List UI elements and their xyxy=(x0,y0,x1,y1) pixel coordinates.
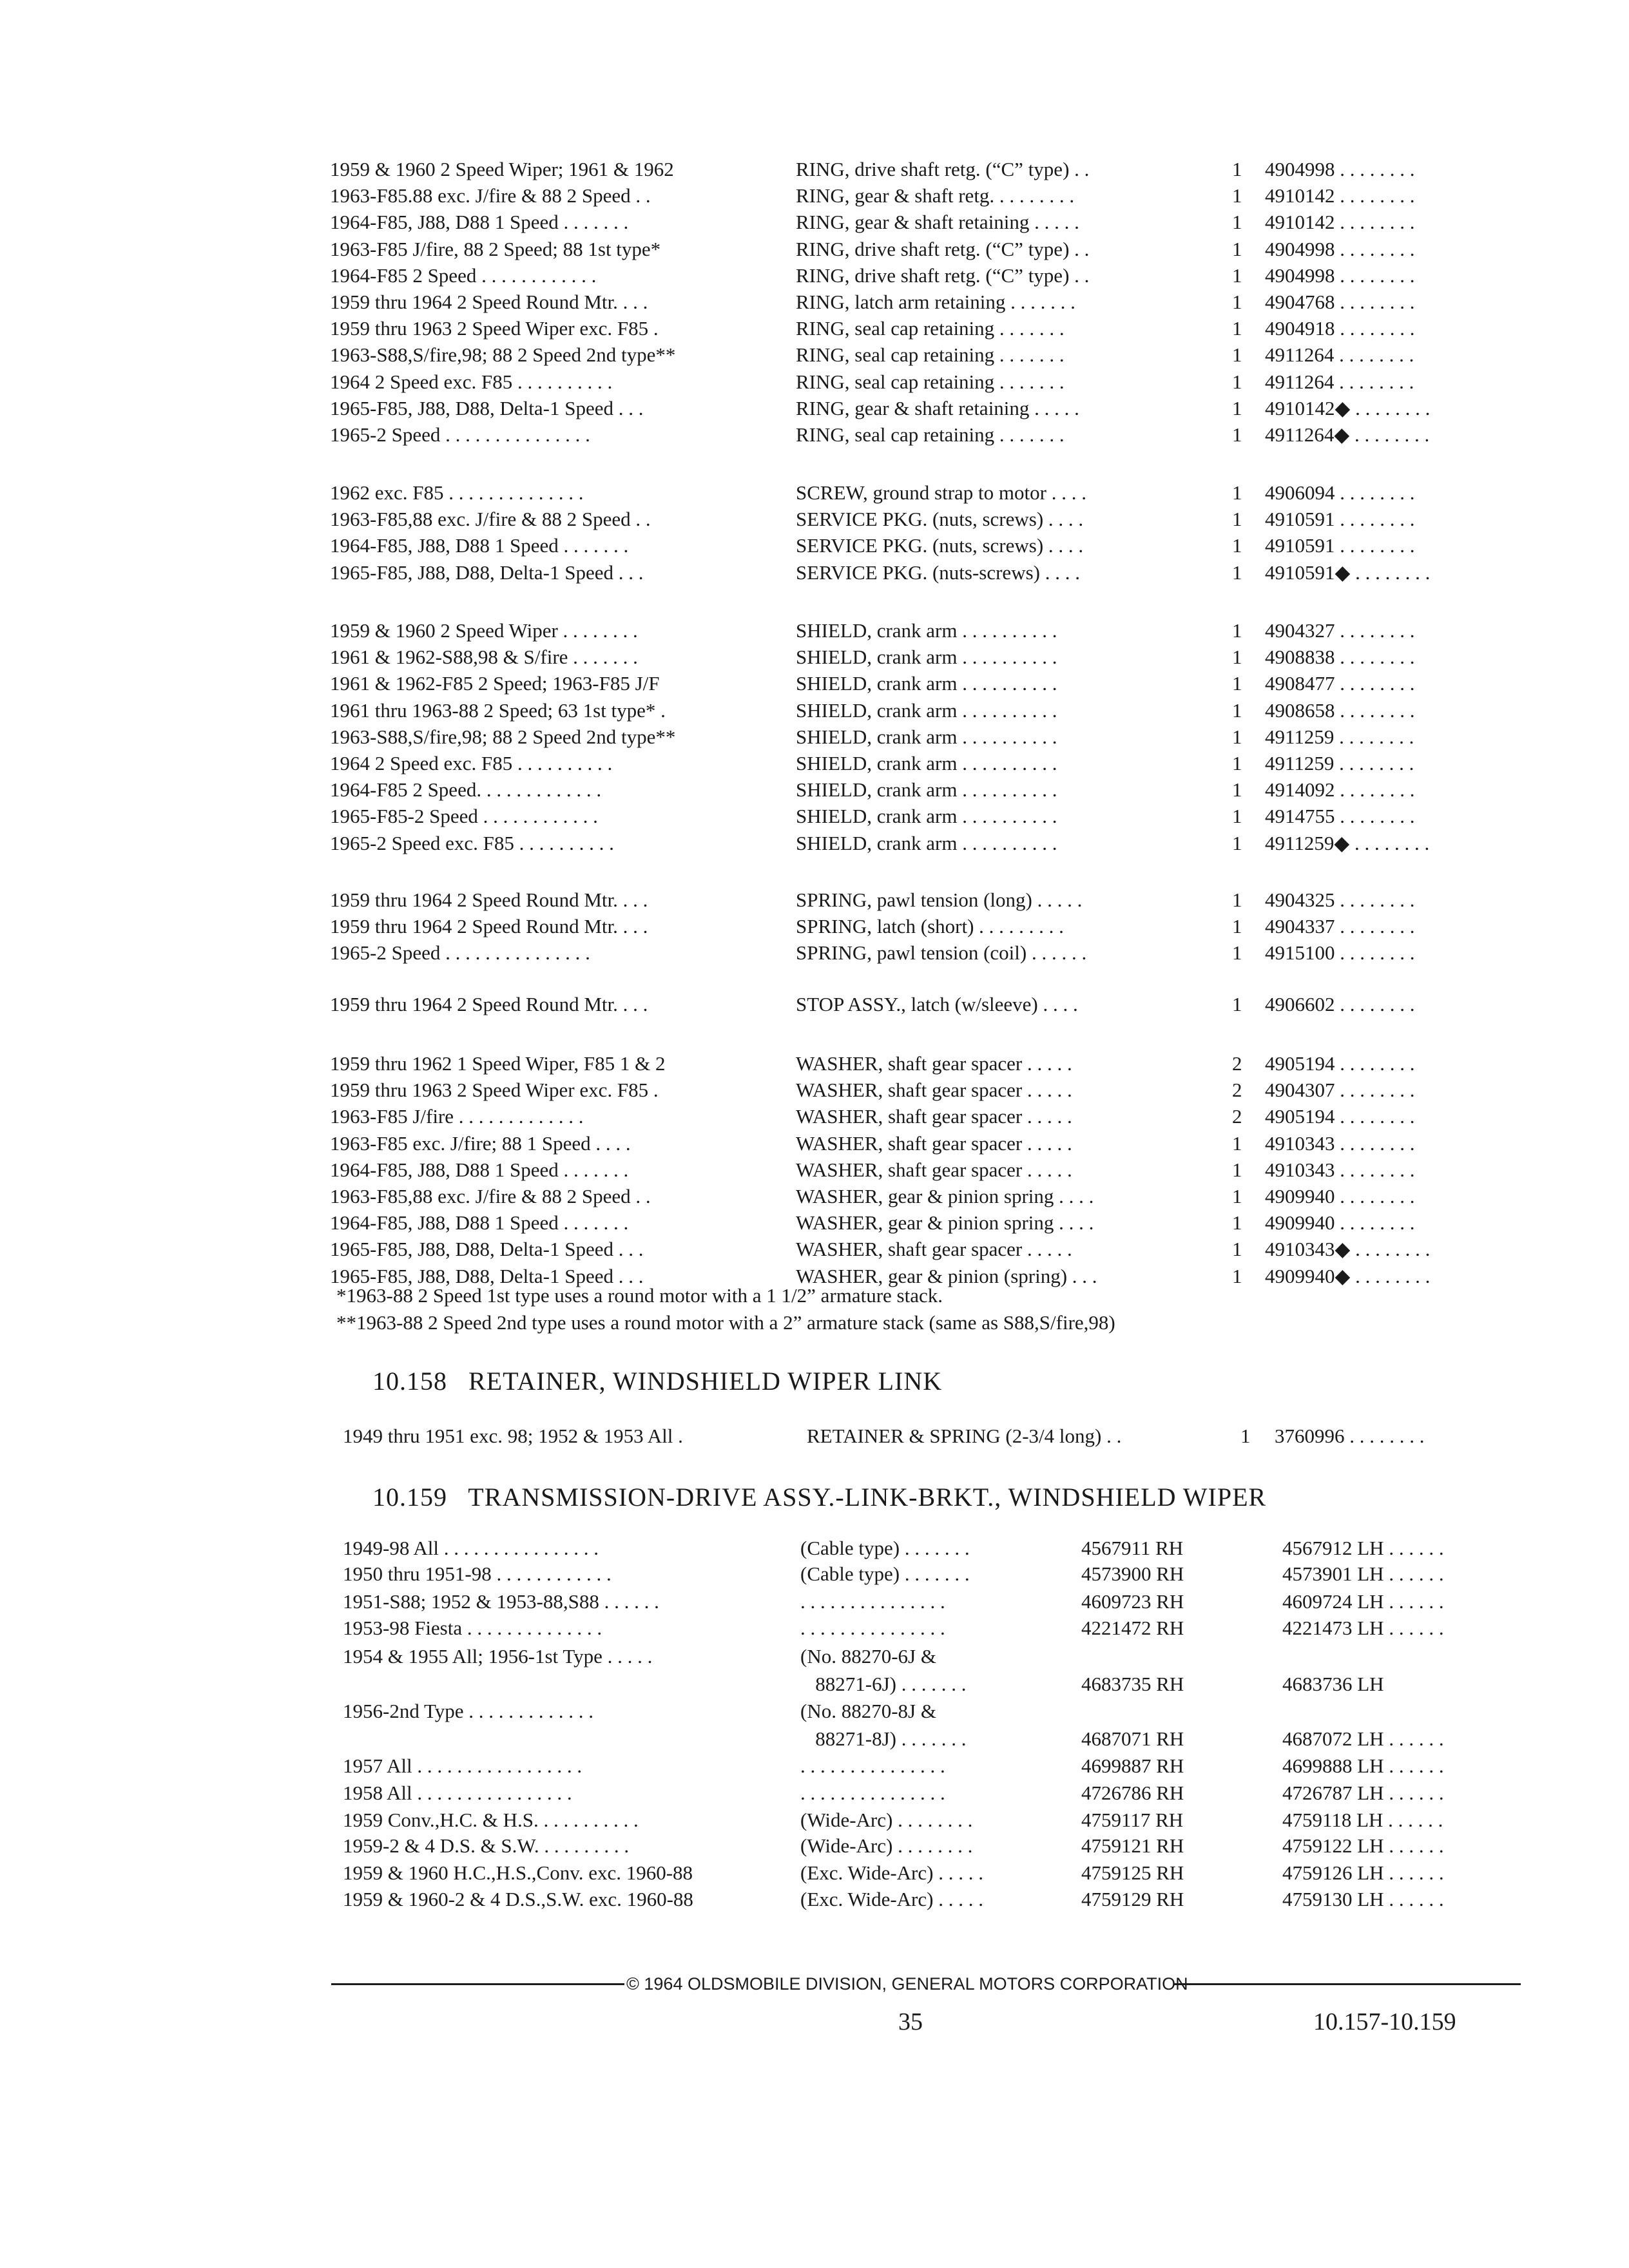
row-quantity: 1 xyxy=(1232,1185,1242,1207)
row-description: SHIELD, crank arm . . . . . . . . . . xyxy=(796,672,1057,695)
row-application: 1965-F85-2 Speed . . . . . . . . . . . . xyxy=(330,805,598,828)
row-quantity: 1 xyxy=(1232,264,1242,287)
row-description: RING, gear & shaft retg. . . . . . . . . xyxy=(796,184,1075,207)
row-rh-part: 4683735 RH xyxy=(1081,1673,1184,1695)
row-quantity: 1 xyxy=(1232,1131,1242,1155)
row-quantity: 1 xyxy=(1232,317,1242,340)
row-application: 1961 & 1962-S88,98 & S/fire . . . . . . . xyxy=(330,646,638,669)
row-application: 1961 & 1962-F85 2 Speed; 1963-F85 J/F xyxy=(330,672,660,695)
row-part-number: 4904325 . . . . . . . . xyxy=(1265,889,1415,911)
row-description: WASHER, shaft gear spacer . . . . . xyxy=(796,1052,1072,1075)
row-rh-part: 4699887 RH xyxy=(1081,1754,1184,1777)
row-part-number: 4904918 . . . . . . . . xyxy=(1265,317,1415,340)
row-quantity: 1 xyxy=(1232,423,1242,446)
row-part-number: 4906094 . . . . . . . . xyxy=(1265,481,1415,504)
row-application: 1964-F85, J88, D88 1 Speed . . . . . . . xyxy=(330,534,629,557)
row-application: 1964-F85, J88, D88 1 Speed . . . . . . . xyxy=(330,211,629,234)
row-quantity: 2 xyxy=(1232,1079,1242,1102)
row-description: SCREW, ground strap to motor . . . . xyxy=(796,481,1086,504)
row-quantity: 1 xyxy=(1232,993,1242,1015)
row-description: SHIELD, crank arm . . . . . . . . . . xyxy=(796,698,1057,722)
row-description: SERVICE PKG. (nuts, screws) . . . . xyxy=(796,534,1084,557)
row-application: 1963-F85 exc. J/fire; 88 1 Speed . . . . xyxy=(330,1131,631,1155)
row-quantity: 1 xyxy=(1232,698,1242,722)
row-application: 1954 & 1955 All; 1956-1st Type . . . . . xyxy=(343,1645,653,1667)
row-description: WASHER, gear & pinion spring . . . . xyxy=(796,1185,1094,1207)
row-quantity: 1 xyxy=(1232,237,1242,260)
row-part-number: 4904768 . . . . . . . . xyxy=(1265,291,1415,313)
row-part-number: 4911259 . . . . . . . . xyxy=(1265,725,1414,748)
row-description: WASHER, gear & pinion (spring) . . . xyxy=(796,1264,1097,1287)
row-application: 1959 thru 1964 2 Speed Round Mtr. . . . xyxy=(330,291,648,313)
footer-rule-left xyxy=(331,1983,624,1985)
row-quantity: 1 xyxy=(1232,184,1242,207)
row-description: STOP ASSY., latch (w/sleeve) . . . . xyxy=(796,993,1078,1015)
row-application: 1963-F85.88 exc. J/fire & 88 2 Speed . . xyxy=(330,184,651,207)
row-quantity: 1 xyxy=(1232,672,1242,695)
row-quantity: 1 xyxy=(1232,508,1242,531)
row-quantity: 1 xyxy=(1232,396,1242,419)
row-quantity: 2 xyxy=(1232,1105,1242,1128)
row-description: SHIELD, crank arm . . . . . . . . . . xyxy=(796,831,1057,854)
row-part-number: 4909940◆ . . . . . . . . xyxy=(1265,1264,1431,1287)
row-application: 1959 thru 1962 1 Speed Wiper, F85 1 & 2 xyxy=(330,1052,666,1075)
row-description: SHIELD, crank arm . . . . . . . . . . xyxy=(796,752,1057,774)
row-description: SPRING, pawl tension (coil) . . . . . . xyxy=(796,941,1087,965)
row-application: 1956-2nd Type . . . . . . . . . . . . . xyxy=(343,1700,594,1722)
row-application: 1958 All . . . . . . . . . . . . . . . . xyxy=(343,1782,572,1804)
row-description: (No. 88270-6J & xyxy=(800,1645,936,1667)
row-application: 1963-F85 J/fire . . . . . . . . . . . . . xyxy=(330,1105,584,1128)
section-range: 10.157-10.159 xyxy=(1313,2008,1456,2035)
row-application: 1963-F85,88 exc. J/fire & 88 2 Speed . . xyxy=(330,508,651,531)
row-quantity: 2 xyxy=(1232,1052,1242,1075)
row-application: 1959 & 1960 2 Speed Wiper; 1961 & 1962 xyxy=(330,158,674,180)
row-description: SPRING, latch (short) . . . . . . . . . xyxy=(796,915,1064,938)
row-application: 1953-98 Fiesta . . . . . . . . . . . . . . xyxy=(343,1617,602,1639)
row-part-number: 4910343◆ . . . . . . . . xyxy=(1265,1238,1431,1261)
row-description: WASHER, gear & pinion spring . . . . xyxy=(796,1211,1094,1235)
row-application: 1959-2 & 4 D.S. & S.W. . . . . . . . . . xyxy=(343,1834,630,1857)
row-application: 1961 thru 1963-88 2 Speed; 63 1st type* . xyxy=(330,698,666,722)
row-quantity: 1 xyxy=(1232,725,1242,748)
row-description: WASHER, shaft gear spacer . . . . . xyxy=(796,1131,1072,1155)
row-description: SERVICE PKG. (nuts, screws) . . . . xyxy=(796,508,1084,531)
row-description: SHIELD, crank arm . . . . . . . . . . xyxy=(796,778,1057,802)
row-lh-part: 4759122 LH . . . . . . xyxy=(1282,1834,1444,1857)
footnote-2: **1963-88 2 Speed 2nd type uses a round motor with a 2” armature stack (same as S88,S/fire,98) xyxy=(336,1311,1115,1334)
row-lh-part: 4683736 LH xyxy=(1282,1673,1384,1695)
row-part-number: 4909940 . . . . . . . . xyxy=(1265,1185,1415,1207)
section-heading: 10.159 TRANSMISSION-DRIVE ASSY.-LINK-BRKT., WINDSHIELD WIPER xyxy=(372,1483,1267,1512)
row-application: 1963-F85,88 exc. J/fire & 88 2 Speed . . xyxy=(330,1185,651,1207)
row-rh-part: 4759121 RH xyxy=(1081,1834,1184,1857)
row-part-number: 4910142◆ . . . . . . . . xyxy=(1265,396,1431,419)
row-part-number: 4910591 . . . . . . . . xyxy=(1265,534,1415,557)
row-application: 1951-S88; 1952 & 1953-88,S88 . . . . . . xyxy=(343,1590,659,1613)
footer-rule-right xyxy=(1174,1983,1521,1985)
row-description: RING, seal cap retaining . . . . . . . xyxy=(796,343,1065,367)
row-part-number: 4910343 . . . . . . . . xyxy=(1265,1131,1415,1155)
row-quantity: 1 xyxy=(1232,1238,1242,1261)
row-quantity: 1 xyxy=(1240,1425,1251,1447)
row-description: . . . . . . . . . . . . . . . xyxy=(800,1590,945,1613)
row-part-number: 4910142 . . . . . . . . xyxy=(1265,211,1415,234)
row-quantity: 1 xyxy=(1232,778,1242,802)
row-description: RING, gear & shaft retaining . . . . . xyxy=(796,211,1079,234)
row-part-number: 4914092 . . . . . . . . xyxy=(1265,778,1415,802)
row-lh-part: 4759118 LH . . . . . . xyxy=(1282,1809,1443,1831)
row-quantity: 1 xyxy=(1232,1211,1242,1235)
footer-copyright: © 1964 OLDSMOBILE DIVISION, GENERAL MOTORS CORPORATION xyxy=(626,1974,1188,1994)
row-quantity: 1 xyxy=(1232,1264,1242,1287)
row-description: SHIELD, crank arm . . . . . . . . . . xyxy=(796,646,1057,669)
row-application: 1963-S88,S/fire,98; 88 2 Speed 2nd type** xyxy=(330,343,676,367)
row-part-number: 4910591◆ . . . . . . . . xyxy=(1265,561,1431,584)
row-part-number: 4909940 . . . . . . . . xyxy=(1265,1211,1415,1235)
row-application: 1949-98 All . . . . . . . . . . . . . . . . xyxy=(343,1537,599,1559)
row-application: 1959 & 1960 2 Speed Wiper . . . . . . . . xyxy=(330,619,638,642)
row-description: (No. 88270-8J & xyxy=(800,1700,936,1722)
row-description: (Wide-Arc) . . . . . . . . xyxy=(800,1809,973,1831)
row-quantity: 1 xyxy=(1232,915,1242,938)
row-description: (Exc. Wide-Arc) . . . . . xyxy=(800,1861,983,1884)
row-application: 1959 thru 1963 2 Speed Wiper exc. F85 . xyxy=(330,1079,659,1102)
row-application: 1965-2 Speed . . . . . . . . . . . . . . . xyxy=(330,423,590,446)
row-description: RETAINER & SPRING (2-3/4 long) . . xyxy=(807,1425,1122,1447)
row-lh-part: 4699888 LH . . . . . . xyxy=(1282,1754,1444,1777)
row-description: SPRING, pawl tension (long) . . . . . xyxy=(796,889,1083,911)
row-application: 1959 & 1960-2 & 4 D.S.,S.W. exc. 1960-88 xyxy=(343,1888,693,1910)
page-number: 35 xyxy=(898,2008,923,2035)
row-rh-part: 4609723 RH xyxy=(1081,1590,1184,1613)
row-part-number: 4906602 . . . . . . . . xyxy=(1265,993,1415,1015)
row-application: 1959 & 1960 H.C.,H.S.,Conv. exc. 1960-88 xyxy=(343,1861,693,1884)
row-application: 1965-F85, J88, D88, Delta-1 Speed . . . xyxy=(330,1238,644,1261)
footnote-1: *1963-88 2 Speed 1st type uses a round motor with a 1 1/2” armature stack. xyxy=(336,1284,943,1307)
row-application: 1964 2 Speed exc. F85 . . . . . . . . . . xyxy=(330,370,613,393)
row-description: (Cable type) . . . . . . . xyxy=(800,1537,970,1559)
row-application: 1959 thru 1964 2 Speed Round Mtr. . . . xyxy=(330,915,648,938)
row-quantity: 1 xyxy=(1232,646,1242,669)
row-description: (Cable type) . . . . . . . xyxy=(800,1562,970,1585)
row-description: (Exc. Wide-Arc) . . . . . xyxy=(800,1888,983,1910)
row-application: 1959 thru 1963 2 Speed Wiper exc. F85 . xyxy=(330,317,659,340)
row-part-number: 4908838 . . . . . . . . xyxy=(1265,646,1415,669)
row-quantity: 1 xyxy=(1232,889,1242,911)
row-lh-part: 4573901 LH . . . . . . xyxy=(1282,1562,1444,1585)
row-part-number: 4904337 . . . . . . . . xyxy=(1265,915,1415,938)
row-application: 1965-F85, J88, D88, Delta-1 Speed . . . xyxy=(330,561,644,584)
row-lh-part: 4759126 LH . . . . . . xyxy=(1282,1861,1444,1884)
row-quantity: 1 xyxy=(1232,752,1242,774)
row-application: 1959 thru 1964 2 Speed Round Mtr. . . . xyxy=(330,889,648,911)
row-description: RING, seal cap retaining . . . . . . . xyxy=(796,317,1065,340)
row-part-number: 4911259 . . . . . . . . xyxy=(1265,752,1414,774)
row-rh-part: 4573900 RH xyxy=(1081,1562,1184,1585)
row-description: . . . . . . . . . . . . . . . xyxy=(800,1754,945,1777)
row-description: RING, seal cap retaining . . . . . . . xyxy=(796,370,1065,393)
row-lh-part: 4759130 LH . . . . . . xyxy=(1282,1888,1444,1910)
row-application: 1959 Conv.,H.C. & H.S. . . . . . . . . . . xyxy=(343,1809,639,1831)
row-part-number: 4905194 . . . . . . . . xyxy=(1265,1052,1415,1075)
row-description: SHIELD, crank arm . . . . . . . . . . xyxy=(796,725,1057,748)
section-heading: 10.158 RETAINER, WINDSHIELD WIPER LINK xyxy=(372,1367,943,1396)
row-description: . . . . . . . . . . . . . . . xyxy=(800,1782,945,1804)
row-description: SERVICE PKG. (nuts-screws) . . . . xyxy=(796,561,1080,584)
row-quantity: 1 xyxy=(1232,481,1242,504)
row-part-number: 4914755 . . . . . . . . xyxy=(1265,805,1415,828)
row-description: RING, drive shaft retg. (“C” type) . . xyxy=(796,264,1090,287)
row-quantity: 1 xyxy=(1232,291,1242,313)
row-part-number: 4905194 . . . . . . . . xyxy=(1265,1105,1415,1128)
row-quantity: 1 xyxy=(1232,343,1242,367)
row-rh-part: 4687071 RH xyxy=(1081,1727,1184,1750)
row-description: WASHER, shaft gear spacer . . . . . xyxy=(796,1238,1072,1261)
row-application: 1957 All . . . . . . . . . . . . . . . . . xyxy=(343,1754,583,1777)
row-part-number: 4915100 . . . . . . . . xyxy=(1265,941,1415,965)
row-application: 1965-F85, J88, D88, Delta-1 Speed . . . xyxy=(330,396,644,419)
row-part-number: 3760996 . . . . . . . . xyxy=(1275,1425,1425,1447)
row-description: WASHER, shaft gear spacer . . . . . xyxy=(796,1158,1072,1181)
row-rh-part: 4221472 RH xyxy=(1081,1617,1184,1639)
row-lh-part: 4726787 LH . . . . . . xyxy=(1282,1782,1444,1804)
row-description: 88271-6J) . . . . . . . xyxy=(800,1673,967,1695)
row-part-number: 4908658 . . . . . . . . xyxy=(1265,698,1415,722)
row-lh-part: 4567912 LH . . . . . . xyxy=(1282,1537,1444,1559)
row-rh-part: 4726786 RH xyxy=(1081,1782,1184,1804)
row-part-number: 4904998 . . . . . . . . xyxy=(1265,158,1415,180)
row-application: 1963-F85 J/fire, 88 2 Speed; 88 1st type* xyxy=(330,237,661,260)
row-part-number: 4910142 . . . . . . . . xyxy=(1265,184,1415,207)
row-description: RING, gear & shaft retaining . . . . . xyxy=(796,396,1079,419)
row-description: RING, drive shaft retg. (“C” type) . . xyxy=(796,158,1090,180)
row-application: 1965-F85, J88, D88, Delta-1 Speed . . . xyxy=(330,1264,644,1287)
row-description: SHIELD, crank arm . . . . . . . . . . xyxy=(796,619,1057,642)
row-quantity: 1 xyxy=(1232,619,1242,642)
row-part-number: 4904998 . . . . . . . . xyxy=(1265,264,1415,287)
row-description: RING, latch arm retaining . . . . . . . xyxy=(796,291,1075,313)
row-part-number: 4911259◆ . . . . . . . . xyxy=(1265,831,1430,854)
row-lh-part: 4687072 LH . . . . . . xyxy=(1282,1727,1444,1750)
row-quantity: 1 xyxy=(1232,941,1242,965)
row-part-number: 4904998 . . . . . . . . xyxy=(1265,237,1415,260)
row-quantity: 1 xyxy=(1232,805,1242,828)
row-application: 1964 2 Speed exc. F85 . . . . . . . . . . xyxy=(330,752,613,774)
row-description: 88271-8J) . . . . . . . xyxy=(800,1727,967,1750)
row-description: WASHER, shaft gear spacer . . . . . xyxy=(796,1105,1072,1128)
row-application: 1964-F85, J88, D88 1 Speed . . . . . . . xyxy=(330,1158,629,1181)
row-description: SHIELD, crank arm . . . . . . . . . . xyxy=(796,805,1057,828)
row-part-number: 4911264 . . . . . . . . xyxy=(1265,343,1414,367)
row-part-number: 4904327 . . . . . . . . xyxy=(1265,619,1415,642)
row-rh-part: 4759117 RH xyxy=(1081,1809,1184,1831)
row-application: 1964-F85 2 Speed . . . . . . . . . . . . xyxy=(330,264,597,287)
row-part-number: 4908477 . . . . . . . . xyxy=(1265,672,1415,695)
row-part-number: 4911264◆ . . . . . . . . xyxy=(1265,423,1430,446)
row-application: 1964-F85 2 Speed. . . . . . . . . . . . . xyxy=(330,778,602,802)
row-part-number: 4911264 . . . . . . . . xyxy=(1265,370,1414,393)
row-description: . . . . . . . . . . . . . . . xyxy=(800,1617,945,1639)
row-lh-part: 4609724 LH . . . . . . xyxy=(1282,1590,1444,1613)
row-part-number: 4910591 . . . . . . . . xyxy=(1265,508,1415,531)
row-description: RING, drive shaft retg. (“C” type) . . xyxy=(796,237,1090,260)
row-quantity: 1 xyxy=(1232,534,1242,557)
row-application: 1964-F85, J88, D88 1 Speed . . . . . . . xyxy=(330,1211,629,1235)
row-application: 1949 thru 1951 exc. 98; 1952 & 1953 All . xyxy=(343,1425,683,1447)
row-application: 1965-2 Speed . . . . . . . . . . . . . . . xyxy=(330,941,590,965)
row-application: 1963-S88,S/fire,98; 88 2 Speed 2nd type** xyxy=(330,725,676,748)
row-application: 1959 thru 1964 2 Speed Round Mtr. . . . xyxy=(330,993,648,1015)
row-description: (Wide-Arc) . . . . . . . . xyxy=(800,1834,973,1857)
row-rh-part: 4759129 RH xyxy=(1081,1888,1184,1910)
row-part-number: 4910343 . . . . . . . . xyxy=(1265,1158,1415,1181)
row-application: 1962 exc. F85 . . . . . . . . . . . . . . xyxy=(330,481,584,504)
row-rh-part: 4759125 RH xyxy=(1081,1861,1184,1884)
row-quantity: 1 xyxy=(1232,370,1242,393)
row-description: RING, seal cap retaining . . . . . . . xyxy=(796,423,1065,446)
row-application: 1950 thru 1951-98 . . . . . . . . . . . . xyxy=(343,1562,612,1585)
row-description: WASHER, shaft gear spacer . . . . . xyxy=(796,1079,1072,1102)
row-part-number: 4904307 . . . . . . . . xyxy=(1265,1079,1415,1102)
row-quantity: 1 xyxy=(1232,831,1242,854)
row-application: 1965-2 Speed exc. F85 . . . . . . . . . . xyxy=(330,831,614,854)
row-rh-part: 4567911 RH xyxy=(1081,1537,1184,1559)
row-quantity: 1 xyxy=(1232,158,1242,180)
row-quantity: 1 xyxy=(1232,1158,1242,1181)
row-lh-part: 4221473 LH . . . . . . xyxy=(1282,1617,1444,1639)
row-quantity: 1 xyxy=(1232,561,1242,584)
row-quantity: 1 xyxy=(1232,211,1242,234)
